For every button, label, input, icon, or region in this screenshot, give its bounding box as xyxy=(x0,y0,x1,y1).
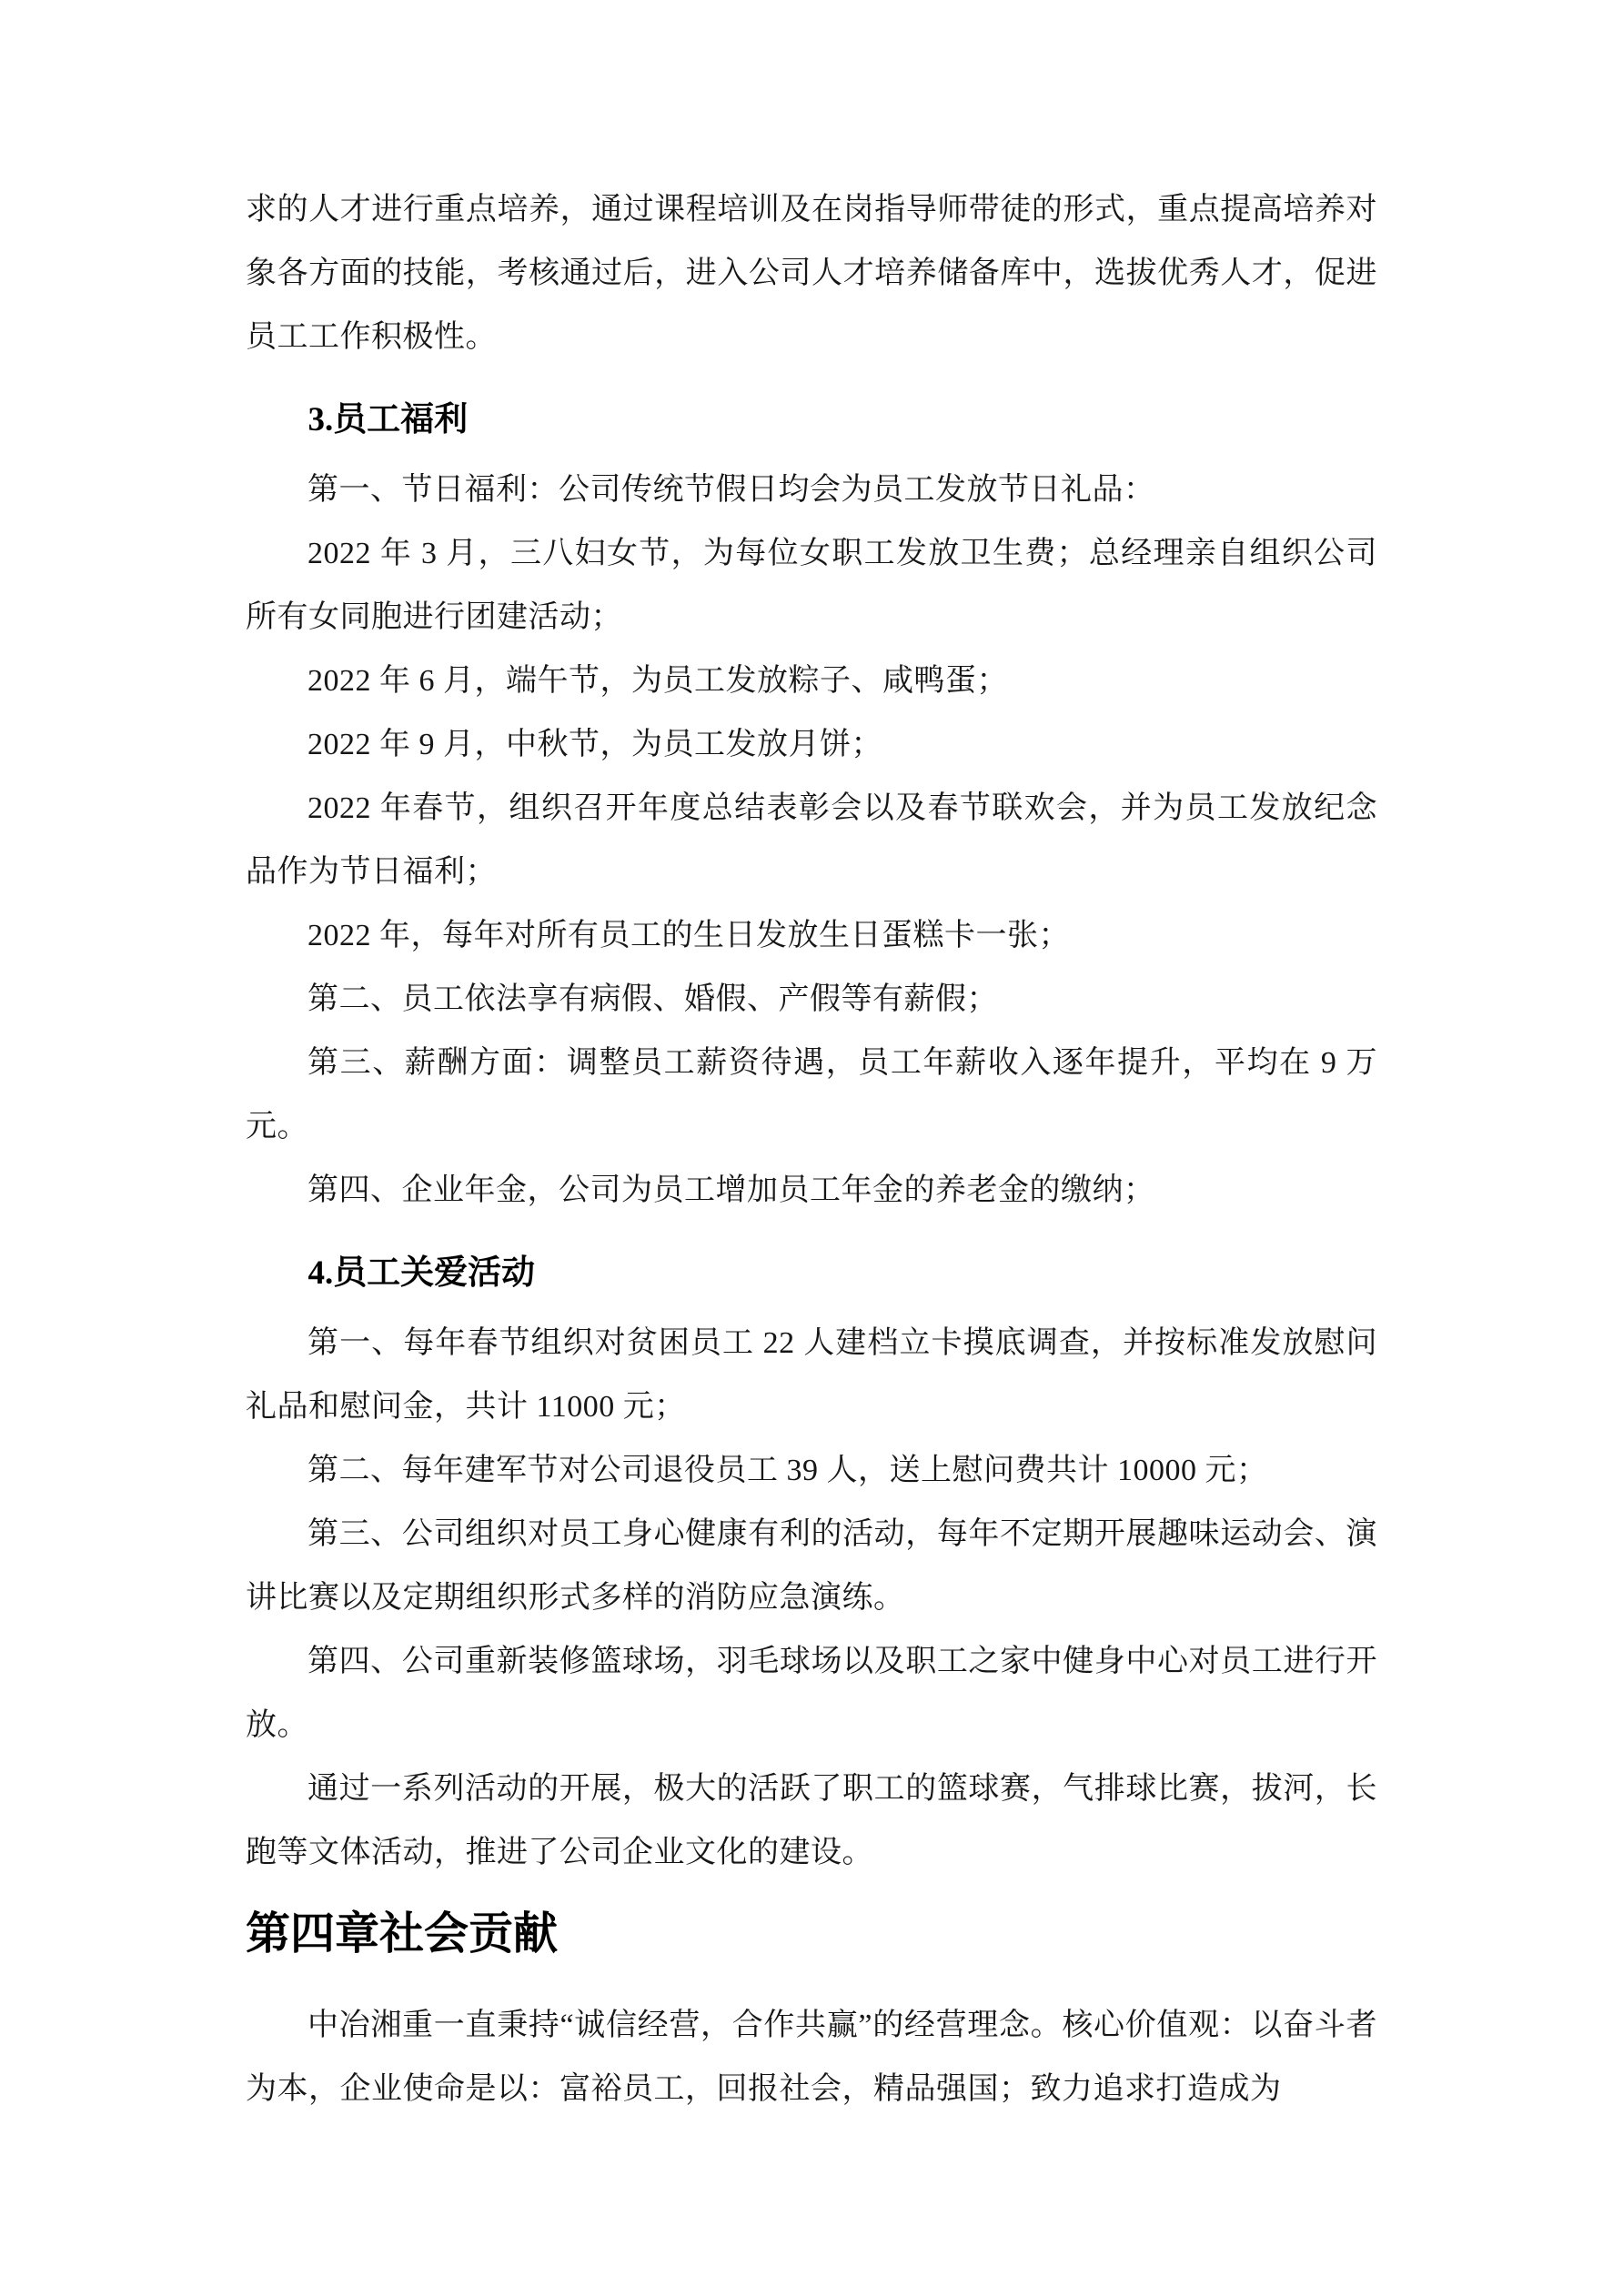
body-paragraph-holiday-welfare: 第一、节日福利：公司传统节假日均会为员工发放节日礼品： xyxy=(307,473,1155,507)
body-paragraph-mid-autumn: 2022 年 9 月，中秋节，为员工发放月饼； xyxy=(307,728,882,761)
page-content xyxy=(246,0,1377,2121)
section-heading-employee-care: 4.员工关爱活动 xyxy=(307,1254,536,1292)
body-paragraph-culture-building: 通过一系列活动的开展，极大的活跃了职工的篮球赛，气排球比赛，拔河，长跑等文体活动，推进了公司企业文化的建设。 xyxy=(246,1772,1377,1869)
body-paragraph-dragon-boat: 2022 年 6 月，端午节，为员工发放粽子、咸鸭蛋； xyxy=(307,664,1008,698)
body-paragraph-veterans: 第二、每年建军节对公司退役员工 39 人，送上慰问费共计 10000 元； xyxy=(307,1454,1268,1487)
body-paragraph-salary: 第三、薪酬方面：调整员工薪资待遇，员工年薪收入逐年提升，平均在 9 万元。 xyxy=(246,1046,1377,1143)
section-heading-employee-welfare: 3.员工福利 xyxy=(307,401,469,438)
body-paragraph-talent-training: 求的人才进行重点培养，通过课程培训及在岗指导师带徒的形式，重点提高培养对象各方面的技能，考核通过后，进入公司人才培养储备库中，选拔优秀人才，促进员工工作积极性。 xyxy=(246,193,1377,354)
body-paragraph-paid-leave: 第二、员工依法享有病假、婚假、产假等有薪假； xyxy=(307,982,998,1016)
body-paragraph-annuity: 第四、企业年金，公司为员工增加员工年金的养老金的缴纳； xyxy=(307,1173,1155,1207)
body-paragraph-poverty-support: 第一、每年春节组织对贫困员工 22 人建档立卡摸底调查，并按标准发放慰问礼品和慰问金，共计 11000 元； xyxy=(246,1326,1377,1424)
chapter-heading-social-contribution: 第四章社会贡献 xyxy=(246,1908,559,1959)
body-paragraph-sports-facilities: 第四、公司重新装修篮球场，羽毛球场以及职工之家中健身中心对员工进行开放。 xyxy=(246,1645,1377,1742)
body-paragraph-womens-day: 2022 年 3 月，三八妇女节，为每位女职工发放卫生费；总经理亲自组织公司所有女同胞进行团建活动； xyxy=(246,537,1377,634)
body-paragraph-business-philosophy: 中冶湘重一直秉持“诚信经营，合作共赢”的经营理念。核心价值观：以奋斗者为本，企业使命是以：富裕员工，回报社会，精品强国；致力追求打造成为 xyxy=(246,2009,1377,2106)
body-paragraph-health-activities: 第三、公司组织对员工身心健康有利的活动，每年不定期开展趣味运动会、演讲比赛以及定期组织形式多样的消防应急演练。 xyxy=(246,1517,1377,1615)
body-paragraph-birthday-card: 2022 年，每年对所有员工的生日发放生日蛋糕卡一张； xyxy=(307,919,1070,952)
body-paragraph-spring-festival: 2022 年春节，组织召开年度总结表彰会以及春节联欢会，并为员工发放纪念品作为节日福利； xyxy=(246,791,1377,889)
